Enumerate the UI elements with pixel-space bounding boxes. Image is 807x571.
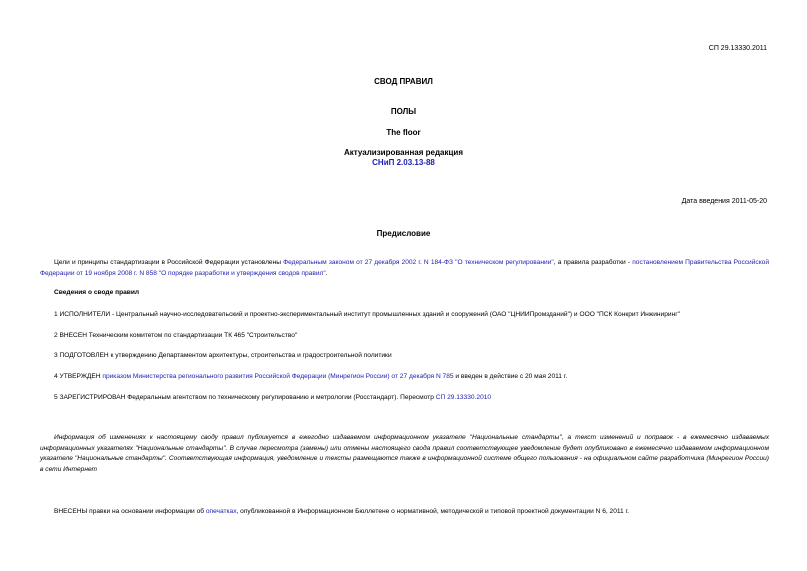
change-info-note: Информация об изменениях к настоящему своду правил публикуется в ежегодно издаваемом информационном указателе "Национальные стандарты", а текст изменений и поправок - в ежемесячно издаваемых информационных указателях "Национальные стандарты". В случае пересмотра (замены) или отмены настоящего свода правил соответствующее уведомление будет опубликовано в ежемесячно издаваемом информационном указателе "Национальные стандарты". Соответствующая информация, уведомление и тексты размещаются также в информационной системе общего пользования - на официальном сайте разработчика (Минрегион России) в сети Интернет: [40, 434, 769, 473]
corrections-paragraph: [54, 508, 629, 515]
corrections-text-2: , опубликованной в Информационном Бюллетене о нормативной, методической и типовой проектной документации N 6, 2011 г.: [236, 508, 629, 515]
intro-date: Дата введения 2011-05-20: [681, 198, 767, 205]
doc-title: ПОЛЫ: [390, 107, 417, 116]
sp-revision-link[interactable]: СП 29.13330.2010: [435, 394, 492, 401]
svedenia-heading: Сведения о своде правил: [54, 289, 140, 296]
doc-type-heading: СВОД ПРАВИЛ: [374, 77, 433, 86]
document-code: СП 29.13330.2011: [708, 45, 767, 52]
item-approved-text-2: и введен в действие с 20 мая 2011 г.: [453, 373, 568, 380]
item-approved: [54, 373, 567, 380]
item-prepared: 3 ПОДГОТОВЛЕН к утверждению Департаментом архитектуры, строительства и градостроительной политики: [54, 352, 392, 359]
edition-label: Актуализированная редакция: [344, 148, 463, 157]
snip-link[interactable]: СНиП 2.03.13-88: [372, 158, 435, 167]
government-decree-link[interactable]: постановлением Правительства Российской Федерации от 19 ноября 2008 г. N 858 "О порядке разработки и утверждения сводов правил": [40, 259, 770, 277]
federal-law-link[interactable]: Федеральным законом от 27 декабря 2002 г. N 184-ФЗ "О техническом регулировании": [283, 259, 554, 266]
corrections-text-1: ВНЕСЕНЫ правки на основании информации об: [54, 508, 206, 515]
preface-heading: Предисловие: [376, 229, 431, 238]
preface-paragraph: [40, 258, 769, 279]
preface-text-1: Цели и принципы стандартизации в Российской Федерации установлены: [54, 259, 284, 266]
item-executors: 1 ИСПОЛНИТЕЛИ - Центральный научно-исследовательский и проектно-экспериментальный институт промышленных зданий и сооружений (ОАО "ЦНИИПромзданий") и ООО "ПСК Конкрит Инжиниринг": [54, 311, 680, 318]
typos-link[interactable]: опечатках: [205, 508, 237, 515]
preface-text-2: , а правила разработки -: [553, 259, 633, 266]
item-registered: [54, 394, 491, 401]
preface-text-3: .: [325, 269, 328, 277]
item-approved-text-1: 4 УТВЕРЖДЕН: [54, 373, 103, 380]
item-registered-text: 5 ЗАРЕГИСТРИРОВАН Федеральным агентством по техническому регулированию и метрологии (Росстандарт). Пересмотр: [54, 394, 436, 401]
item-submitted: 2 ВНЕСЕН Техническим комитетом по стандартизации ТК 465 "Строительство": [54, 332, 298, 339]
ministry-order-link[interactable]: приказом Министерства регионального развития Российской Федерации (Минрегион России) от 27 декабря N 785: [102, 373, 454, 380]
doc-title-english: The floor: [386, 128, 421, 137]
